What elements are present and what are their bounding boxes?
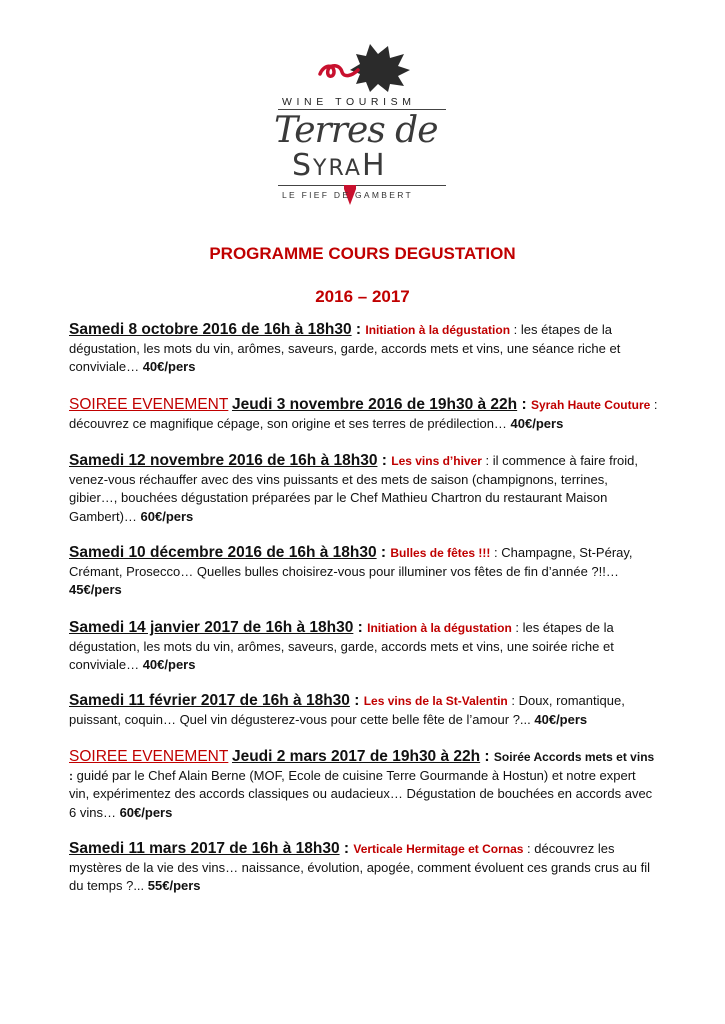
session-date: Samedi 11 mars 2017 de 16h à 18h30 (69, 840, 340, 857)
logo-script-text: Terres de (274, 110, 438, 151)
logo (270, 40, 455, 210)
session-date: Jeudi 3 novembre 2016 de 19h30 à 22h (231, 396, 518, 413)
session-colon: : (376, 544, 391, 561)
session-description: : découvrez les mystères de la vie des vins… naissance, évolution, apogée, comment évoluent ces grands crus au fil du temps ?... (69, 841, 650, 893)
logo-tagline: WINE TOURISM (282, 96, 416, 108)
session-4 (69, 544, 659, 600)
session-2 (69, 396, 659, 433)
session-colon: : (353, 619, 368, 636)
session-7 (69, 748, 659, 822)
session-theme: Les vins d’hiver (391, 454, 482, 468)
session-price: 60€/pers (119, 804, 173, 820)
event-label: SOIREE EVENEMENT (69, 396, 229, 413)
session-description: : Doux, romantique, puissant, coquin… Quel vin dégusterez-vous pour cette belle fête de l’amour ?... (69, 693, 625, 727)
session-theme: Bulles de fêtes !!! (390, 546, 491, 560)
session-description: : les étapes de la dégustation, les mots du vin, arômes, saveurs, garde, accords mets et vins, une séance riche et conviviale… (69, 322, 621, 374)
grape-leaf-icon (318, 40, 413, 95)
session-description: : découvrez ce magnifique cépage, son origine et ses terres de prédilection… (69, 397, 658, 431)
session-8 (69, 840, 659, 896)
event-label: SOIREE EVENEMENT (69, 748, 229, 765)
page-subtitle-years: 2016 – 2017 (315, 287, 410, 306)
session-description: : les étapes de la dégustation, les mots du vin, arômes, saveurs, garde, accords mets et vins, une soirée riche et conviviale… (69, 620, 614, 672)
logo-brand (292, 148, 387, 183)
session-description: guidé par le Chef Alain Berne (MOF, Ecole de cuisine Terre Gourmande à Hostun) et notre expert vin, expérimentez des accords classiques ou audacieux… Dégustation de bouchées en accords avec 6 vins… (69, 767, 653, 820)
session-price: 40€/pers (534, 711, 588, 727)
session-5 (69, 619, 659, 675)
session-theme: Verticale Hermitage et Cornas (353, 842, 524, 856)
session-date: Samedi 14 janvier 2017 de 16h à 18h30 (69, 619, 354, 636)
logo-brand-h: H (361, 148, 387, 183)
page-title: PROGRAMME COURS DEGUSTATION (209, 244, 516, 263)
session-date: Samedi 11 février 2017 de 16h à 18h30 (69, 692, 350, 709)
logo-brand-s: S (292, 148, 314, 183)
session-theme: Syrah Haute Couture (530, 398, 651, 412)
session-price: 40€/pers (142, 657, 196, 672)
session-description: : Champagne, St-Péray, Crémant, Prosecco… Quelles bulles choisirez-vous pour illuminer vos fêtes de fin d’année ?!!… (69, 545, 633, 579)
session-date: Jeudi 2 mars 2017 de 19h30 à 22h (231, 748, 481, 765)
session-price: 40€/pers (142, 359, 196, 374)
session-theme: Soirée Accords mets et vins : (69, 750, 655, 783)
session-theme: Les vins de la St-Valentin (363, 694, 508, 708)
session-date: Samedi 10 décembre 2016 de 16h à 18h30 (69, 544, 377, 561)
session-colon: : (517, 396, 531, 413)
session-colon: : (351, 321, 366, 338)
session-price: 45€/pers (69, 582, 122, 597)
logo-fief: LE FIEF DE GAMBERT (282, 190, 413, 200)
session-1 (69, 321, 659, 377)
session-date: Samedi 8 octobre 2016 de 16h à 18h30 (69, 321, 352, 338)
session-3 (69, 452, 659, 526)
session-colon: : (339, 840, 354, 857)
session-theme: Initiation à la dégustation (365, 323, 511, 337)
session-price: 60€/pers (140, 508, 194, 524)
session-colon: : (480, 748, 494, 765)
logo-divider-bottom (278, 185, 446, 186)
session-price: 40€/pers (510, 415, 564, 431)
session-6 (69, 692, 659, 729)
session-date: Samedi 12 novembre 2016 de 16h à 18h30 (69, 452, 378, 469)
session-description: : il commence à faire froid, venez-vous réchauffer avec des vins puissants et des mets de saison (champignons, terrines, gibier…, bouchées dégustation préparées par le Chef Mathieu Chartron du restaurant Maison Gambert)… (69, 453, 638, 524)
session-colon: : (377, 452, 392, 469)
session-price: 55€/pers (147, 878, 201, 893)
logo-brand-small: YRA (313, 156, 362, 181)
session-colon: : (349, 692, 364, 709)
session-theme: Initiation à la dégustation (367, 621, 512, 635)
